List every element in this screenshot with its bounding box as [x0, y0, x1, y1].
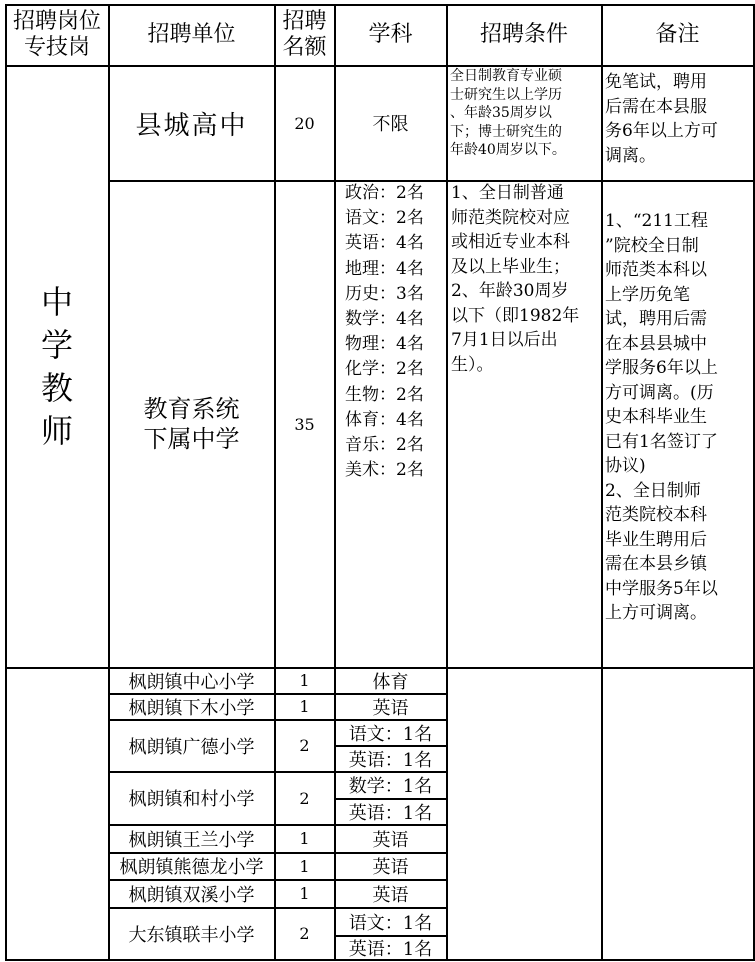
header-quota-line: 名额 [282, 35, 327, 60]
primary-school-subject: 英语 [372, 884, 409, 906]
condition-line: 生）。 [451, 354, 494, 375]
subject-line: 语文：2名 [345, 208, 424, 229]
condition-line: 下；博士研究生的 [450, 123, 562, 140]
primary-school-subject: 英语：1名 [348, 802, 433, 824]
table-border-right [753, 4, 755, 961]
condition-county-high-school [447, 66, 601, 180]
header-condition: 招聘条件 [479, 22, 568, 47]
header-unit: 招聘单位 [147, 22, 236, 47]
quota-county-high-school: 20 [294, 113, 315, 133]
condition-education-system-middle-schools [447, 181, 601, 667]
primary-school-name: 枫朗镇广德小学 [128, 736, 255, 758]
primary-school-quota: 1 [299, 884, 310, 903]
note-line: 中学服务5年以 [605, 578, 718, 599]
primary-school-subject: 语文：1名 [348, 912, 433, 934]
note-line: 协议) [605, 456, 646, 476]
note-line: 1、“211工程 [605, 211, 708, 231]
condition-line: 年龄40周岁以下。 [450, 142, 566, 158]
primary-school-subject: 数学：1名 [348, 776, 433, 797]
note-line: 务6年以上方可 [605, 121, 718, 141]
subject-line: 美术：2名 [345, 460, 424, 481]
primary-school-quota: 2 [299, 736, 310, 755]
note-line: 毕业生聘用后 [605, 529, 707, 550]
note-line: 试，聘用后需 [605, 309, 707, 329]
note-line: 免笔试，聘用 [605, 72, 707, 92]
quota-education-system-middle-schools: 35 [294, 414, 315, 434]
primary-school-quota: 1 [299, 671, 310, 690]
note-line: 学服务6年以上 [605, 358, 718, 378]
condition-line: 或相近专业本科 [451, 232, 570, 252]
post-char: 师 [40, 411, 73, 450]
header-quota-line: 招聘 [282, 9, 327, 34]
subject-line: 数学：4名 [345, 309, 424, 330]
note-line: 2、全日制师 [605, 480, 701, 501]
subjects-education-system-middle-schools [335, 181, 446, 667]
primary-school-name: 大东镇联丰小学 [128, 924, 255, 946]
primary-school-name: 枫朗镇中心小学 [128, 671, 255, 693]
primary-school-name: 枫朗镇熊德龙小学 [119, 857, 264, 878]
primary-school-quota: 1 [299, 856, 310, 876]
header-post-line: 专技岗 [23, 35, 90, 60]
condition-line: 全日制教育专业硕 [450, 68, 562, 84]
subject-line: 化学：2名 [345, 359, 424, 380]
primary-school-subject: 语文：1名 [348, 723, 433, 745]
note-line: 范类院校本科 [605, 505, 707, 525]
post-char: 教 [40, 368, 73, 407]
note-line: 师范类本科以 [605, 260, 707, 280]
note-education-system-middle-schools [602, 181, 753, 667]
note-line: 在本县县城中 [605, 333, 707, 354]
header-quota [275, 5, 334, 65]
header-note: 备注 [655, 22, 700, 47]
condition-line: 2、年龄30周岁 [451, 281, 569, 301]
primary-school-subject: 英语 [372, 829, 409, 851]
note-county-high-school [602, 66, 753, 180]
condition-line: 士研究生以上学历 [450, 86, 562, 103]
condition-line: 师范类院校对应 [451, 207, 570, 228]
primary-school-name: 枫朗镇下木小学 [128, 697, 255, 719]
header-subject: 学科 [368, 22, 413, 47]
primary-school-subject: 英语 [372, 857, 409, 878]
note-line: 已有1名签订了 [605, 431, 718, 452]
primary-school-quota: 1 [299, 829, 310, 848]
condition-line: 7月1日以后出 [451, 330, 558, 350]
condition-line: 以下（即1982年 [451, 305, 580, 326]
post-char: 中 [40, 282, 73, 321]
subject-county-high-school: 不限 [372, 114, 409, 135]
note-line: ”院校全日制 [605, 235, 699, 256]
note-line: 后需在本县服 [605, 96, 707, 117]
primary-school-quota: 2 [299, 924, 310, 943]
primary-school-subject: 体育 [372, 671, 409, 693]
note-line: 调离。 [605, 145, 656, 166]
unit-county-high-school: 县城高中 [135, 110, 248, 141]
unit-line: 下属中学 [143, 425, 240, 453]
subject-line: 历史：3名 [345, 283, 424, 304]
note-line: 方可调离。(历 [605, 382, 714, 403]
subject-line: 物理：4名 [345, 334, 424, 355]
subject-line: 政治：2名 [345, 183, 424, 203]
subject-line: 音乐：2名 [345, 435, 424, 456]
note-line: 需在本县乡镇 [605, 554, 707, 574]
primary-school-name: 枫朗镇王兰小学 [128, 829, 255, 851]
primary-school-name: 枫朗镇双溪小学 [128, 884, 255, 906]
primary-school-quota: 2 [299, 788, 310, 808]
subject-line: 生物：2名 [345, 384, 424, 405]
primary-school-subject: 英语：1名 [348, 749, 433, 771]
primary-school-quota: 1 [299, 697, 310, 716]
primary-school-subject: 英语 [372, 697, 409, 719]
primary-school-name: 枫朗镇和村小学 [128, 789, 255, 810]
subject-line: 体育：4名 [345, 409, 424, 430]
header-post-line: 招聘岗位 [12, 9, 101, 34]
subject-line: 地理：4名 [345, 258, 424, 279]
unit-line: 教育系统 [143, 395, 240, 423]
condition-line: 1、全日制普通 [451, 183, 564, 203]
post-char: 学 [40, 325, 73, 364]
note-line: 上学历免笔 [605, 284, 690, 305]
primary-school-subject: 英语：1名 [348, 938, 433, 960]
header-post-type [6, 5, 108, 65]
note-line: 史本科毕业生 [605, 407, 707, 427]
unit-education-system-middle-schools [109, 181, 274, 667]
condition-line: 及以上毕业生； [451, 256, 570, 277]
post-middle-school-teacher [6, 66, 108, 667]
note-line: 上方可调离。 [605, 603, 707, 623]
condition-line: 、年龄35周岁以 [450, 105, 552, 121]
subject-line: 英语：4名 [345, 233, 424, 254]
